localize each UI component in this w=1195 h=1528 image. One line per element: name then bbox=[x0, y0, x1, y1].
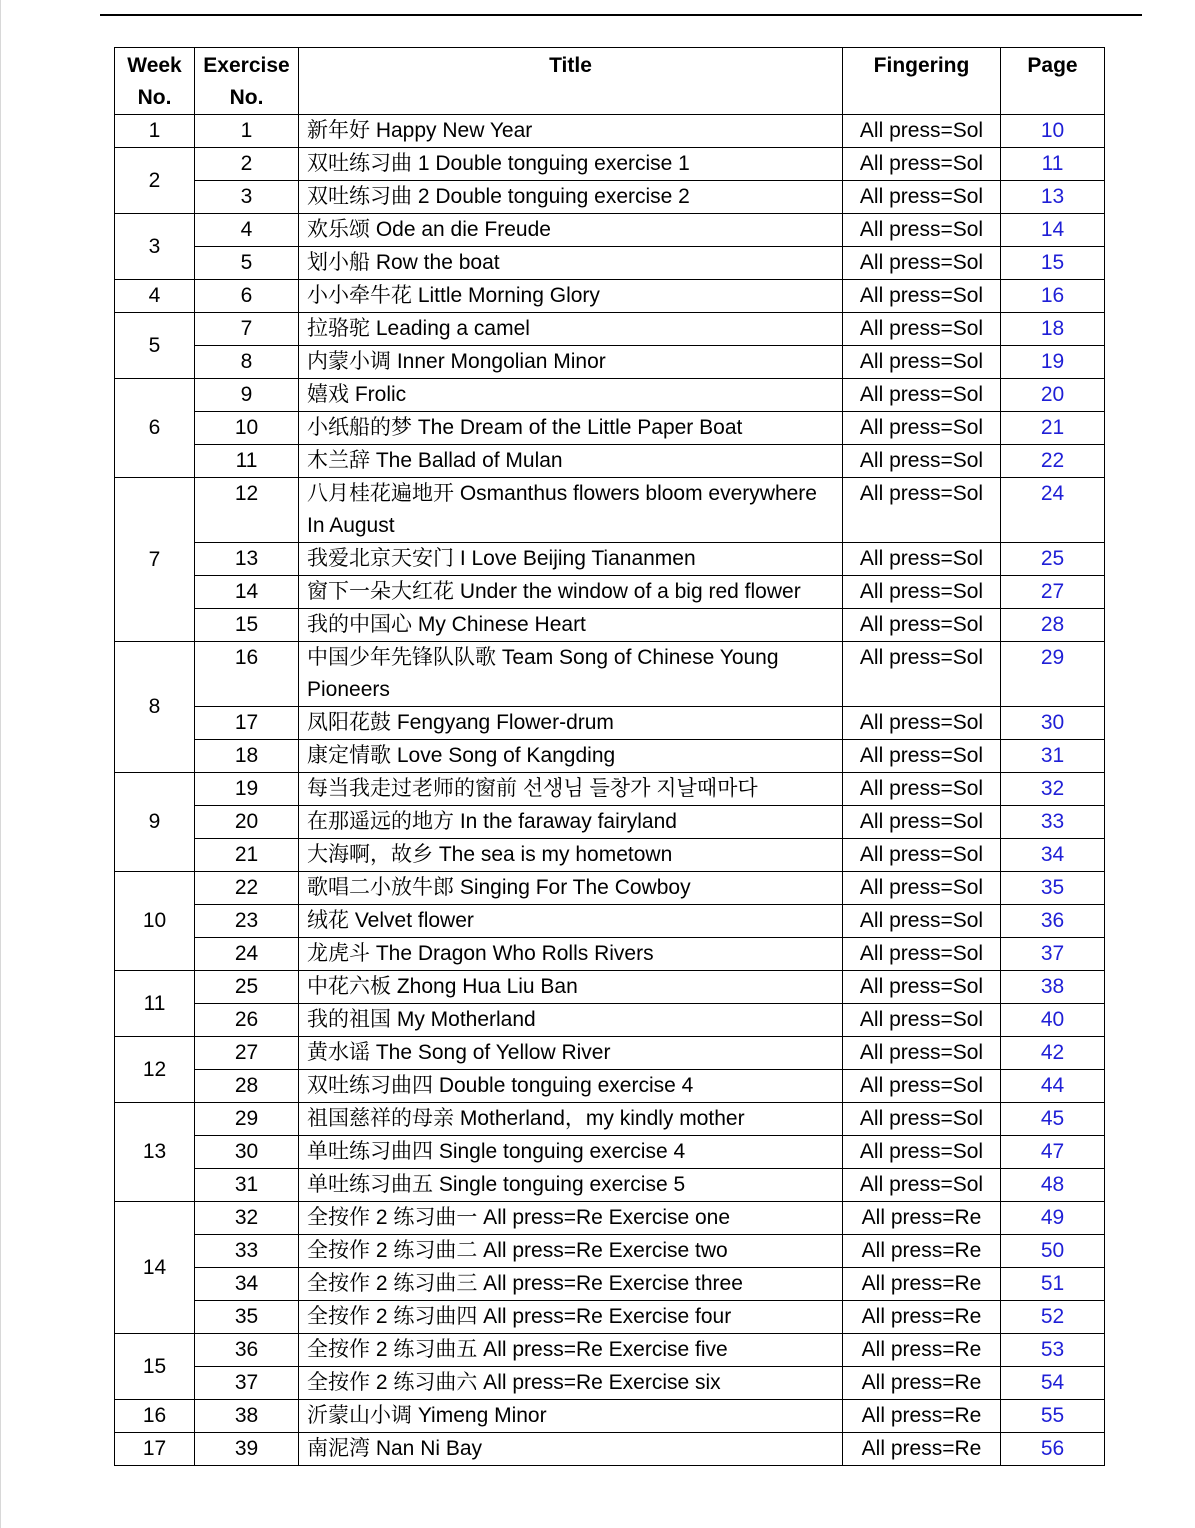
exercise-number: 4 bbox=[195, 214, 299, 247]
fingering: All press=Sol bbox=[843, 1169, 1001, 1202]
exercise-number: 33 bbox=[195, 1235, 299, 1268]
page-number[interactable]: 55 bbox=[1001, 1400, 1105, 1433]
header-fingering: Fingering bbox=[843, 48, 1001, 115]
table-row bbox=[115, 609, 1105, 642]
fingering: All press=Re bbox=[843, 1202, 1001, 1235]
table-row bbox=[115, 445, 1105, 478]
header-exercise-label: Exercise No. bbox=[203, 54, 290, 109]
page-number[interactable]: 35 bbox=[1001, 872, 1105, 905]
exercise-number: 22 bbox=[195, 872, 299, 905]
page-number[interactable]: 37 bbox=[1001, 938, 1105, 971]
page-number[interactable]: 49 bbox=[1001, 1202, 1105, 1235]
table-row bbox=[115, 1070, 1105, 1103]
table-row bbox=[115, 1136, 1105, 1169]
table-row bbox=[115, 806, 1105, 839]
page-number[interactable]: 54 bbox=[1001, 1367, 1105, 1400]
page-number[interactable]: 24 bbox=[1001, 478, 1105, 543]
fingering: All press=Sol bbox=[843, 839, 1001, 872]
page-left-edge bbox=[0, 0, 1, 1528]
exercise-title: 歌唱二小放牛郎 Singing For The Cowboy bbox=[299, 872, 843, 905]
header-week-label: Week No. bbox=[127, 54, 182, 109]
exercise-title: 八月桂花遍地开 Osmanthus flowers bloom everywhere In August bbox=[299, 478, 843, 543]
exercise-title: 祖国慈祥的母亲 Motherland，my kindly mother bbox=[299, 1103, 843, 1136]
page-number[interactable]: 48 bbox=[1001, 1169, 1105, 1202]
fingering: All press=Sol bbox=[843, 181, 1001, 214]
exercise-title: 木兰辞 The Ballad of Mulan bbox=[299, 445, 843, 478]
table-row bbox=[115, 478, 1105, 543]
exercise-number: 20 bbox=[195, 806, 299, 839]
page-number[interactable]: 47 bbox=[1001, 1136, 1105, 1169]
table-row bbox=[115, 1103, 1105, 1136]
week-number: 4 bbox=[115, 280, 195, 313]
table-row bbox=[115, 543, 1105, 576]
table-row bbox=[115, 1004, 1105, 1037]
fingering: All press=Sol bbox=[843, 313, 1001, 346]
page-number[interactable]: 15 bbox=[1001, 247, 1105, 280]
exercise-title: 划小船 Row the boat bbox=[299, 247, 843, 280]
table-row bbox=[115, 707, 1105, 740]
fingering: All press=Sol bbox=[843, 412, 1001, 445]
exercise-number: 2 bbox=[195, 148, 299, 181]
exercise-number: 29 bbox=[195, 1103, 299, 1136]
table-row bbox=[115, 872, 1105, 905]
page-number[interactable]: 50 bbox=[1001, 1235, 1105, 1268]
header-page: Page bbox=[1001, 48, 1105, 115]
table-row bbox=[115, 1400, 1105, 1433]
page-number[interactable]: 20 bbox=[1001, 379, 1105, 412]
fingering: All press=Sol bbox=[843, 247, 1001, 280]
exercise-title: 单吐练习曲四 Single tonguing exercise 4 bbox=[299, 1136, 843, 1169]
exercise-number: 16 bbox=[195, 642, 299, 707]
exercise-title: 双吐练习曲 2 Double tonguing exercise 2 bbox=[299, 181, 843, 214]
page-number[interactable]: 34 bbox=[1001, 839, 1105, 872]
exercise-number: 12 bbox=[195, 478, 299, 543]
exercise-number: 39 bbox=[195, 1433, 299, 1466]
fingering: All press=Sol bbox=[843, 1070, 1001, 1103]
table-row bbox=[115, 379, 1105, 412]
week-number: 3 bbox=[115, 214, 195, 280]
page-number[interactable]: 42 bbox=[1001, 1037, 1105, 1070]
exercise-title: 全按作 2 练习曲三 All press=Re Exercise three bbox=[299, 1268, 843, 1301]
exercise-number: 5 bbox=[195, 247, 299, 280]
week-number: 15 bbox=[115, 1334, 195, 1400]
page-number[interactable]: 36 bbox=[1001, 905, 1105, 938]
exercise-title: 拉骆驼 Leading a camel bbox=[299, 313, 843, 346]
exercise-number: 38 bbox=[195, 1400, 299, 1433]
exercise-number: 21 bbox=[195, 839, 299, 872]
table-row bbox=[115, 412, 1105, 445]
table-row bbox=[115, 214, 1105, 247]
table-row bbox=[115, 313, 1105, 346]
exercise-number: 13 bbox=[195, 543, 299, 576]
table-row bbox=[115, 1268, 1105, 1301]
exercise-title: 在那遥远的地方 In the faraway fairyland bbox=[299, 806, 843, 839]
exercise-number: 37 bbox=[195, 1367, 299, 1400]
exercise-number: 23 bbox=[195, 905, 299, 938]
fingering: All press=Re bbox=[843, 1268, 1001, 1301]
fingering: All press=Sol bbox=[843, 214, 1001, 247]
fingering: All press=Sol bbox=[843, 445, 1001, 478]
exercise-title: 单吐练习曲五 Single tonguing exercise 5 bbox=[299, 1169, 843, 1202]
exercise-title: 小纸船的梦 The Dream of the Little Paper Boat bbox=[299, 412, 843, 445]
fingering: All press=Re bbox=[843, 1433, 1001, 1466]
table-header-row bbox=[115, 48, 1105, 115]
exercise-number: 31 bbox=[195, 1169, 299, 1202]
header-title: Title bbox=[299, 48, 843, 115]
fingering: All press=Sol bbox=[843, 115, 1001, 148]
week-number: 6 bbox=[115, 379, 195, 478]
table-row bbox=[115, 642, 1105, 707]
exercise-number: 28 bbox=[195, 1070, 299, 1103]
exercise-title: 大海啊，故乡 The sea is my hometown bbox=[299, 839, 843, 872]
exercise-table bbox=[114, 47, 1105, 1466]
fingering: All press=Re bbox=[843, 1235, 1001, 1268]
page-number[interactable]: 32 bbox=[1001, 773, 1105, 806]
page-number[interactable]: 16 bbox=[1001, 280, 1105, 313]
fingering: All press=Sol bbox=[843, 346, 1001, 379]
week-number: 2 bbox=[115, 148, 195, 214]
fingering: All press=Sol bbox=[843, 543, 1001, 576]
table-row bbox=[115, 1037, 1105, 1070]
page-number[interactable]: 40 bbox=[1001, 1004, 1105, 1037]
exercise-title: 全按作 2 练习曲六 All press=Re Exercise six bbox=[299, 1367, 843, 1400]
fingering: All press=Sol bbox=[843, 773, 1001, 806]
page-number[interactable]: 38 bbox=[1001, 971, 1105, 1004]
fingering: All press=Sol bbox=[843, 642, 1001, 707]
exercise-number: 30 bbox=[195, 1136, 299, 1169]
exercise-number: 26 bbox=[195, 1004, 299, 1037]
page-number[interactable]: 11 bbox=[1001, 148, 1105, 181]
exercise-title: 黄水谣 The Song of Yellow River bbox=[299, 1037, 843, 1070]
exercise-number: 14 bbox=[195, 576, 299, 609]
exercise-title: 每当我走过老师的窗前 선생님 들창가 지날때마다 bbox=[299, 773, 843, 806]
week-number: 11 bbox=[115, 971, 195, 1037]
page-number[interactable]: 53 bbox=[1001, 1334, 1105, 1367]
fingering: All press=Re bbox=[843, 1400, 1001, 1433]
exercise-number: 10 bbox=[195, 412, 299, 445]
fingering: All press=Sol bbox=[843, 576, 1001, 609]
fingering: All press=Sol bbox=[843, 1037, 1001, 1070]
fingering: All press=Sol bbox=[843, 1136, 1001, 1169]
week-number: 12 bbox=[115, 1037, 195, 1103]
exercise-number: 7 bbox=[195, 313, 299, 346]
exercise-title: 欢乐颂 Ode an die Freude bbox=[299, 214, 843, 247]
exercise-title: 我爱北京天安门 I Love Beijing Tiananmen bbox=[299, 543, 843, 576]
exercise-title: 双吐练习曲四 Double tonguing exercise 4 bbox=[299, 1070, 843, 1103]
exercise-title: 新年好 Happy New Year bbox=[299, 115, 843, 148]
table-row bbox=[115, 1433, 1105, 1466]
table-row bbox=[115, 346, 1105, 379]
exercise-number: 1 bbox=[195, 115, 299, 148]
exercise-title: 绒花 Velvet flower bbox=[299, 905, 843, 938]
table-row bbox=[115, 115, 1105, 148]
header-rule bbox=[100, 14, 1142, 16]
fingering: All press=Re bbox=[843, 1367, 1001, 1400]
page-number[interactable]: 10 bbox=[1001, 115, 1105, 148]
exercise-title: 全按作 2 练习曲二 All press=Re Exercise two bbox=[299, 1235, 843, 1268]
page-number[interactable]: 14 bbox=[1001, 214, 1105, 247]
exercise-number: 15 bbox=[195, 609, 299, 642]
exercise-title: 嬉戏 Frolic bbox=[299, 379, 843, 412]
week-number: 13 bbox=[115, 1103, 195, 1202]
exercise-number: 9 bbox=[195, 379, 299, 412]
page-number[interactable]: 22 bbox=[1001, 445, 1105, 478]
exercise-title: 窗下一朵大红花 Under the window of a big red flower bbox=[299, 576, 843, 609]
page-number[interactable]: 18 bbox=[1001, 313, 1105, 346]
page-number[interactable]: 28 bbox=[1001, 609, 1105, 642]
exercise-title: 南泥湾 Nan Ni Bay bbox=[299, 1433, 843, 1466]
table-row bbox=[115, 773, 1105, 806]
fingering: All press=Sol bbox=[843, 1103, 1001, 1136]
week-number: 10 bbox=[115, 872, 195, 971]
exercise-number: 32 bbox=[195, 1202, 299, 1235]
exercise-title: 我的祖国 My Motherland bbox=[299, 1004, 843, 1037]
fingering: All press=Sol bbox=[843, 379, 1001, 412]
table-row bbox=[115, 839, 1105, 872]
week-number: 8 bbox=[115, 642, 195, 773]
page-number[interactable]: 45 bbox=[1001, 1103, 1105, 1136]
exercise-title: 沂蒙山小调 Yimeng Minor bbox=[299, 1400, 843, 1433]
page-number[interactable]: 27 bbox=[1001, 576, 1105, 609]
page-number[interactable]: 51 bbox=[1001, 1268, 1105, 1301]
exercise-number: 27 bbox=[195, 1037, 299, 1070]
page-number[interactable]: 29 bbox=[1001, 642, 1105, 707]
exercise-title: 全按作 2 练习曲一 All press=Re Exercise one bbox=[299, 1202, 843, 1235]
header-week bbox=[115, 48, 195, 115]
exercise-title: 龙虎斗 The Dragon Who Rolls Rivers bbox=[299, 938, 843, 971]
exercise-number: 11 bbox=[195, 445, 299, 478]
page-number[interactable]: 31 bbox=[1001, 740, 1105, 773]
exercise-title: 内蒙小调 Inner Mongolian Minor bbox=[299, 346, 843, 379]
fingering: All press=Sol bbox=[843, 971, 1001, 1004]
exercise-number: 3 bbox=[195, 181, 299, 214]
fingering: All press=Sol bbox=[843, 806, 1001, 839]
fingering: All press=Sol bbox=[843, 1004, 1001, 1037]
table-row bbox=[115, 1301, 1105, 1334]
week-number: 7 bbox=[115, 478, 195, 642]
fingering: All press=Sol bbox=[843, 280, 1001, 313]
table-row bbox=[115, 181, 1105, 214]
table-row bbox=[115, 740, 1105, 773]
page-number[interactable]: 25 bbox=[1001, 543, 1105, 576]
table-row bbox=[115, 1367, 1105, 1400]
page-number[interactable]: 13 bbox=[1001, 181, 1105, 214]
week-number: 5 bbox=[115, 313, 195, 379]
table-row bbox=[115, 971, 1105, 1004]
fingering: All press=Sol bbox=[843, 609, 1001, 642]
fingering: All press=Re bbox=[843, 1334, 1001, 1367]
exercise-title: 康定情歌 Love Song of Kangding bbox=[299, 740, 843, 773]
exercise-title: 我的中国心 My Chinese Heart bbox=[299, 609, 843, 642]
table-row bbox=[115, 1334, 1105, 1367]
week-number: 14 bbox=[115, 1202, 195, 1334]
exercise-number: 18 bbox=[195, 740, 299, 773]
fingering: All press=Re bbox=[843, 1301, 1001, 1334]
exercise-number: 25 bbox=[195, 971, 299, 1004]
table-row bbox=[115, 905, 1105, 938]
fingering: All press=Sol bbox=[843, 478, 1001, 543]
fingering: All press=Sol bbox=[843, 905, 1001, 938]
table-row bbox=[115, 576, 1105, 609]
exercise-title: 小小牵牛花 Little Morning Glory bbox=[299, 280, 843, 313]
exercise-number: 19 bbox=[195, 773, 299, 806]
exercise-title: 凤阳花鼓 Fengyang Flower-drum bbox=[299, 707, 843, 740]
header-exercise bbox=[195, 48, 299, 115]
fingering: All press=Sol bbox=[843, 740, 1001, 773]
table-row bbox=[115, 1235, 1105, 1268]
table-row bbox=[115, 280, 1105, 313]
exercise-number: 17 bbox=[195, 707, 299, 740]
page-number[interactable]: 56 bbox=[1001, 1433, 1105, 1466]
page-number[interactable]: 30 bbox=[1001, 707, 1105, 740]
fingering: All press=Sol bbox=[843, 707, 1001, 740]
page-number[interactable]: 21 bbox=[1001, 412, 1105, 445]
table-row bbox=[115, 938, 1105, 971]
exercise-number: 24 bbox=[195, 938, 299, 971]
fingering: All press=Sol bbox=[843, 872, 1001, 905]
exercise-title: 全按作 2 练习曲五 All press=Re Exercise five bbox=[299, 1334, 843, 1367]
exercise-number: 34 bbox=[195, 1268, 299, 1301]
table-row bbox=[115, 1169, 1105, 1202]
week-number: 16 bbox=[115, 1400, 195, 1433]
exercise-number: 35 bbox=[195, 1301, 299, 1334]
exercise-title: 中国少年先锋队队歌 Team Song of Chinese Young Pioneers bbox=[299, 642, 843, 707]
week-number: 1 bbox=[115, 115, 195, 148]
page-number[interactable]: 52 bbox=[1001, 1301, 1105, 1334]
exercise-title: 全按作 2 练习曲四 All press=Re Exercise four bbox=[299, 1301, 843, 1334]
table-row bbox=[115, 1202, 1105, 1235]
table-row bbox=[115, 247, 1105, 280]
page-number[interactable]: 19 bbox=[1001, 346, 1105, 379]
fingering: All press=Sol bbox=[843, 938, 1001, 971]
exercise-title: 双吐练习曲 1 Double tonguing exercise 1 bbox=[299, 148, 843, 181]
fingering: All press=Sol bbox=[843, 148, 1001, 181]
week-number: 17 bbox=[115, 1433, 195, 1466]
week-number: 9 bbox=[115, 773, 195, 872]
exercise-number: 8 bbox=[195, 346, 299, 379]
page-number[interactable]: 44 bbox=[1001, 1070, 1105, 1103]
exercise-title: 中花六板 Zhong Hua Liu Ban bbox=[299, 971, 843, 1004]
page-number[interactable]: 33 bbox=[1001, 806, 1105, 839]
exercise-number: 6 bbox=[195, 280, 299, 313]
table-row bbox=[115, 148, 1105, 181]
exercise-number: 36 bbox=[195, 1334, 299, 1367]
